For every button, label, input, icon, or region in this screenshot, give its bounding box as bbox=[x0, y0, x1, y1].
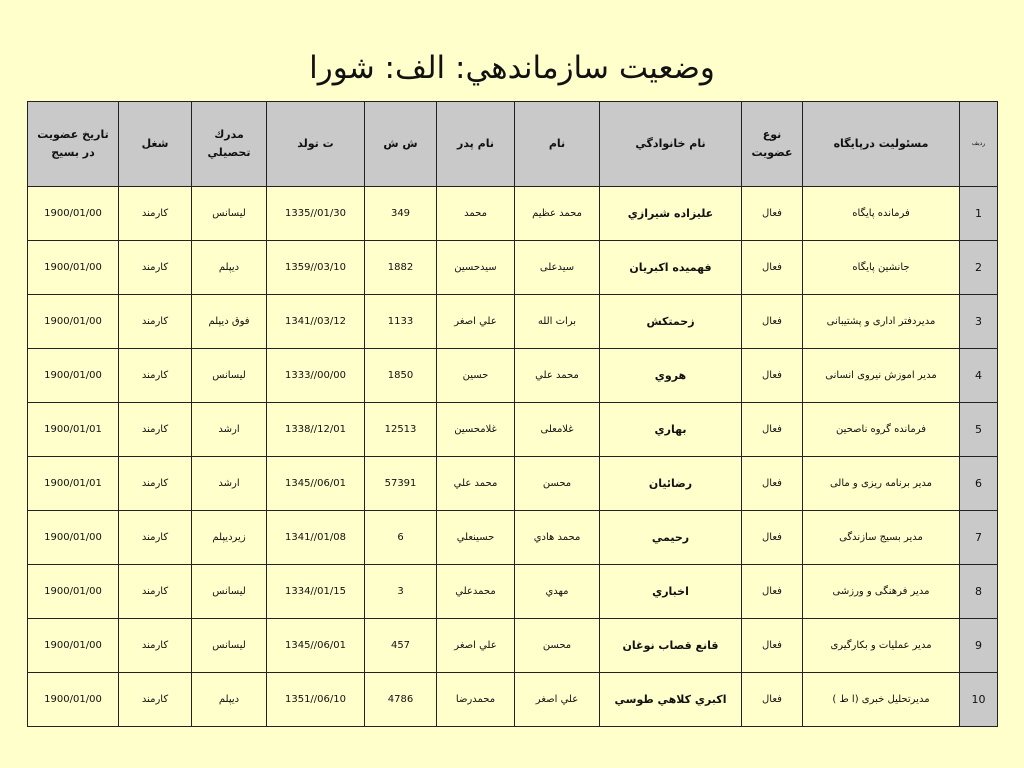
cell-row-number: 10 bbox=[960, 673, 998, 727]
cell-father-name: سيدحسين bbox=[437, 241, 515, 295]
organization-table bbox=[27, 101, 998, 727]
header-education: مدرك تحصيلي bbox=[192, 102, 267, 187]
header-occupation: شغل bbox=[119, 102, 192, 187]
table-row bbox=[28, 565, 998, 619]
table-row bbox=[28, 241, 998, 295]
cell-id-number: 457 bbox=[365, 619, 437, 673]
header-last-name: نام خانوادگي bbox=[600, 102, 742, 187]
cell-first-name: علي اصغر bbox=[515, 673, 600, 727]
cell-education: ديپلم bbox=[192, 241, 267, 295]
cell-membership-type: فعال bbox=[742, 187, 803, 241]
cell-education: ارشد bbox=[192, 403, 267, 457]
cell-last-name: عليزاده شيرازي bbox=[600, 187, 742, 241]
cell-first-name: محمد هادي bbox=[515, 511, 600, 565]
cell-basij-join-date: 1900/01/00 bbox=[28, 619, 119, 673]
cell-birth-date: 1345//06/01 bbox=[267, 457, 365, 511]
cell-id-number: 6 bbox=[365, 511, 437, 565]
cell-occupation: كارمند bbox=[119, 673, 192, 727]
cell-education: ليسانس bbox=[192, 565, 267, 619]
cell-membership-type: فعال bbox=[742, 295, 803, 349]
cell-row-number: 4 bbox=[960, 349, 998, 403]
cell-id-number: 4786 bbox=[365, 673, 437, 727]
table-row bbox=[28, 511, 998, 565]
cell-first-name: محسن bbox=[515, 457, 600, 511]
cell-occupation: كارمند bbox=[119, 565, 192, 619]
cell-basij-join-date: 1900/01/00 bbox=[28, 349, 119, 403]
cell-occupation: كارمند bbox=[119, 349, 192, 403]
cell-base-responsibility: جانشين پايگاه bbox=[803, 241, 960, 295]
cell-father-name: محمدعلي bbox=[437, 565, 515, 619]
cell-birth-date: 1341//01/08 bbox=[267, 511, 365, 565]
cell-base-responsibility: مدير فرهنگى و ورزشى bbox=[803, 565, 960, 619]
cell-occupation: كارمند bbox=[119, 511, 192, 565]
cell-base-responsibility: مديرتحليل خبرى (ا ط ) bbox=[803, 673, 960, 727]
cell-education: ارشد bbox=[192, 457, 267, 511]
cell-id-number: 3 bbox=[365, 565, 437, 619]
table-row bbox=[28, 403, 998, 457]
cell-first-name: محمد عظيم bbox=[515, 187, 600, 241]
cell-birth-date: 1338//12/01 bbox=[267, 403, 365, 457]
header-membership-type: نوع عضويت bbox=[742, 102, 803, 187]
cell-last-name: هروي bbox=[600, 349, 742, 403]
cell-basij-join-date: 1900/01/01 bbox=[28, 457, 119, 511]
page-title: وضعيت سازماندهي: الف: شورا bbox=[309, 50, 715, 86]
cell-row-number: 6 bbox=[960, 457, 998, 511]
cell-basij-join-date: 1900/01/00 bbox=[28, 241, 119, 295]
cell-membership-type: فعال bbox=[742, 565, 803, 619]
cell-father-name: علي اصغر bbox=[437, 619, 515, 673]
cell-membership-type: فعال bbox=[742, 349, 803, 403]
cell-row-number: 1 bbox=[960, 187, 998, 241]
cell-row-number: 8 bbox=[960, 565, 998, 619]
cell-id-number: 1850 bbox=[365, 349, 437, 403]
cell-occupation: كارمند bbox=[119, 403, 192, 457]
cell-row-number: 3 bbox=[960, 295, 998, 349]
cell-education: ليسانس bbox=[192, 619, 267, 673]
cell-first-name: محسن bbox=[515, 619, 600, 673]
cell-id-number: 12513 bbox=[365, 403, 437, 457]
cell-birth-date: 1345//06/01 bbox=[267, 619, 365, 673]
cell-last-name: رضائيان bbox=[600, 457, 742, 511]
cell-base-responsibility: فرمانده پايگاه bbox=[803, 187, 960, 241]
cell-birth-date: 1335//01/30 bbox=[267, 187, 365, 241]
cell-father-name: حسين bbox=[437, 349, 515, 403]
table-row bbox=[28, 619, 998, 673]
cell-occupation: كارمند bbox=[119, 457, 192, 511]
table-body bbox=[28, 187, 998, 727]
cell-membership-type: فعال bbox=[742, 457, 803, 511]
cell-base-responsibility: مدير بسيج سازندگى bbox=[803, 511, 960, 565]
cell-last-name: زحمتكش bbox=[600, 295, 742, 349]
header-row bbox=[28, 102, 998, 187]
cell-id-number: 1882 bbox=[365, 241, 437, 295]
cell-father-name: غلامحسين bbox=[437, 403, 515, 457]
cell-father-name: علي اصغر bbox=[437, 295, 515, 349]
cell-id-number: 349 bbox=[365, 187, 437, 241]
cell-birth-date: 1333//00/00 bbox=[267, 349, 365, 403]
cell-education: ليسانس bbox=[192, 187, 267, 241]
cell-first-name: مهدي bbox=[515, 565, 600, 619]
cell-base-responsibility: مدير عمليات و بكارگيرى bbox=[803, 619, 960, 673]
cell-membership-type: فعال bbox=[742, 511, 803, 565]
cell-last-name: قانع قصاب نوغان bbox=[600, 619, 742, 673]
table-row bbox=[28, 349, 998, 403]
cell-last-name: فهميده اكبريان bbox=[600, 241, 742, 295]
cell-occupation: كارمند bbox=[119, 241, 192, 295]
cell-first-name: سيدعلى bbox=[515, 241, 600, 295]
cell-last-name: اخباري bbox=[600, 565, 742, 619]
header-first-name: نام bbox=[515, 102, 600, 187]
cell-basij-join-date: 1900/01/00 bbox=[28, 673, 119, 727]
header-birth-date: ت تولد bbox=[267, 102, 365, 187]
cell-first-name: غلامعلى bbox=[515, 403, 600, 457]
table-row bbox=[28, 673, 998, 727]
cell-father-name: محمد علي bbox=[437, 457, 515, 511]
cell-basij-join-date: 1900/01/00 bbox=[28, 295, 119, 349]
cell-id-number: 1133 bbox=[365, 295, 437, 349]
cell-basij-join-date: 1900/01/01 bbox=[28, 403, 119, 457]
cell-basij-join-date: 1900/01/00 bbox=[28, 511, 119, 565]
cell-last-name: اكبري كلاهي طوسي bbox=[600, 673, 742, 727]
cell-last-name: رحيمي bbox=[600, 511, 742, 565]
header-basij-join-date: تاريخ عضويت در بسيج bbox=[28, 102, 119, 187]
cell-education: ديپلم bbox=[192, 673, 267, 727]
cell-membership-type: فعال bbox=[742, 619, 803, 673]
header-id-number: ش ش bbox=[365, 102, 437, 187]
cell-row-number: 7 bbox=[960, 511, 998, 565]
cell-education: زيرديپلم bbox=[192, 511, 267, 565]
cell-first-name: محمد علي bbox=[515, 349, 600, 403]
table-row bbox=[28, 187, 998, 241]
header-base-responsibility: مسئوليت درپايگاه bbox=[803, 102, 960, 187]
cell-father-name: محمد bbox=[437, 187, 515, 241]
cell-occupation: كارمند bbox=[119, 295, 192, 349]
cell-birth-date: 1341//03/12 bbox=[267, 295, 365, 349]
header-row-number: رديف bbox=[960, 102, 998, 187]
table-row bbox=[28, 457, 998, 511]
cell-basij-join-date: 1900/01/00 bbox=[28, 187, 119, 241]
cell-birth-date: 1359//03/10 bbox=[267, 241, 365, 295]
cell-birth-date: 1351//06/10 bbox=[267, 673, 365, 727]
cell-row-number: 2 bbox=[960, 241, 998, 295]
cell-id-number: 57391 bbox=[365, 457, 437, 511]
cell-row-number: 9 bbox=[960, 619, 998, 673]
cell-education: ليسانس bbox=[192, 349, 267, 403]
cell-base-responsibility: مدير برنامه ريزى و مالى bbox=[803, 457, 960, 511]
table-header bbox=[28, 102, 998, 187]
header-father-name: نام پدر bbox=[437, 102, 515, 187]
cell-last-name: بهاري bbox=[600, 403, 742, 457]
cell-occupation: كارمند bbox=[119, 619, 192, 673]
cell-membership-type: فعال bbox=[742, 403, 803, 457]
cell-basij-join-date: 1900/01/00 bbox=[28, 565, 119, 619]
cell-father-name: محمدرضا bbox=[437, 673, 515, 727]
cell-father-name: حسينعلي bbox=[437, 511, 515, 565]
cell-base-responsibility: مدير اموزش نيروى انسانى bbox=[803, 349, 960, 403]
cell-row-number: 5 bbox=[960, 403, 998, 457]
cell-education: فوق ديپلم bbox=[192, 295, 267, 349]
cell-base-responsibility: مديردفتر اداری و پشتيبانى bbox=[803, 295, 960, 349]
cell-birth-date: 1334//01/15 bbox=[267, 565, 365, 619]
table-row bbox=[28, 295, 998, 349]
cell-first-name: برات الله bbox=[515, 295, 600, 349]
cell-membership-type: فعال bbox=[742, 673, 803, 727]
cell-occupation: كارمند bbox=[119, 187, 192, 241]
cell-base-responsibility: فرمانده گروه ناصحين bbox=[803, 403, 960, 457]
cell-membership-type: فعال bbox=[742, 241, 803, 295]
